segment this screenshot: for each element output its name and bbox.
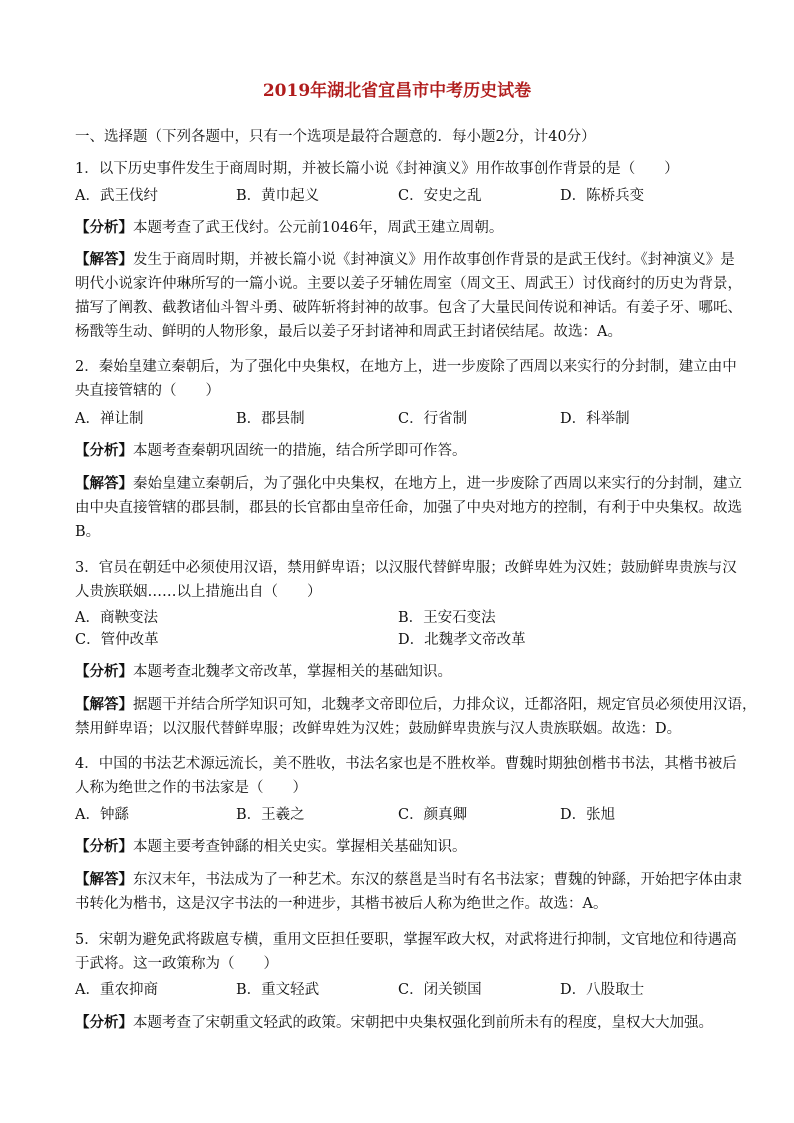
- q3-answer-line2: 禁用鲜卑语；以汉服代替鲜卑服；改鲜卑姓为汉姓；鼓励鲜卑贵族与汉人贵族联姻。故选：D。: [75, 721, 682, 737]
- q2-analysis: [75, 439, 467, 460]
- q1-answer-line4: 杨戬等生动、鲜明的人物形象，最后以姜子牙封诸神和周武王封诸侯结尾。故选：A。: [75, 324, 622, 340]
- q3-option-c[interactable]: C．管仲改革: [75, 632, 159, 648]
- q4-option-b[interactable]: B．王羲之: [236, 807, 305, 823]
- q5-option-c[interactable]: C．闭关锁国: [398, 982, 482, 998]
- q4-answer-line1: [75, 868, 742, 889]
- q4-option-a[interactable]: A．钟繇: [75, 807, 129, 823]
- q2-answer-line3: B。: [75, 524, 101, 540]
- q3-option-d[interactable]: D．北魏孝文帝改革: [398, 632, 526, 648]
- q1-option-c[interactable]: C．安史之乱: [398, 188, 482, 204]
- analysis-tag: 【分析】: [75, 442, 133, 459]
- q1-stem-line1: 1．以下历史事件发生于商周时期，并被长篇小说《封神演义》用作故事创作背景的是（ ）: [75, 161, 679, 177]
- answer-text: 据题干并结合所学知识可知，北魏孝文帝即位后，力排众议，迁都洛阳，规定官员必须使用汉语，: [133, 697, 757, 713]
- analysis-tag: 【分析】: [75, 838, 133, 855]
- answer-tag: 【解答】: [75, 696, 133, 713]
- q5-analysis: [75, 1011, 713, 1032]
- q5-option-b[interactable]: B．重文轻武: [236, 982, 320, 998]
- answer-tag: 【解答】: [75, 871, 133, 888]
- answer-tag: 【解答】: [75, 251, 133, 268]
- q3-option-a[interactable]: A．商鞅变法: [75, 610, 158, 626]
- q2-answer-line1: [75, 472, 742, 493]
- q1-answer-line1: [75, 248, 735, 269]
- q3-stem-line2: 人贵族联姻……以上措施出自（ ）: [75, 584, 322, 600]
- q3-option-b[interactable]: B．王安石变法: [398, 610, 496, 626]
- q3-stem-line1: 3．官员在朝廷中必须使用汉语，禁用鲜卑语；以汉服代替鲜卑服；改鲜卑姓为汉姓；鼓励鲜卑贵族与汉: [75, 560, 737, 576]
- q2-option-a[interactable]: A．禅让制: [75, 411, 144, 427]
- q3-answer-line1: [75, 693, 757, 714]
- analysis-tag: 【分析】: [75, 219, 133, 236]
- q5-option-a[interactable]: A．重农抑商: [75, 982, 158, 998]
- analysis-tag: 【分析】: [75, 663, 133, 680]
- answer-text: 秦始皇建立秦朝后，为了强化中央集权，在地方上，进一步废除了西周以来实行的分封制，建立: [133, 476, 742, 492]
- q4-option-d[interactable]: D．张旭: [560, 807, 616, 823]
- analysis-tag: 【分析】: [75, 1014, 133, 1031]
- q2-option-c[interactable]: C．行省制: [398, 411, 468, 427]
- answer-text: 发生于商周时期，并被长篇小说《封神演义》用作故事创作背景的是武王伐纣。《封神演义》是: [133, 252, 735, 268]
- q1-answer-line2: 明代小说家许仲琳所写的一篇小说。主要以姜子牙辅佐周室（周文王、周武王）讨伐商纣的历史为背景，: [75, 276, 742, 292]
- q1-option-d[interactable]: D．陈桥兵变: [560, 188, 645, 204]
- analysis-text: 本题考查了武王伐纣。公元前1046年，周武王建立周朝。: [133, 220, 504, 236]
- page-title: 2019年湖北省宜昌市中考历史试卷: [262, 81, 532, 101]
- q2-answer-line2: 由中央直接管辖的郡县制，郡县的长官都由皇帝任命，加强了中央对地方的控制，有利于中央集权。故选: [75, 500, 742, 516]
- q5-option-d[interactable]: D．八股取士: [560, 982, 645, 998]
- q4-analysis: [75, 835, 467, 856]
- q2-option-b[interactable]: B．郡县制: [236, 411, 305, 427]
- q5-stem-line1: 5．宋朝为避免武将跋扈专横，重用文臣担任要职，掌握军政大权，对武将进行抑制，文官地位和待遇高: [75, 932, 737, 948]
- answer-text: 东汉末年，书法成为了一种艺术。东汉的蔡邕是当时有名书法家；曹魏的钟繇，开始把字体由隶: [133, 872, 742, 888]
- analysis-text: 本题考查秦朝巩固统一的措施，结合所学即可作答。: [133, 443, 467, 459]
- section-heading: 一、选择题（下列各题中，只有一个选项是最符合题意的．每小题2分，计40分）: [75, 129, 596, 145]
- q2-option-d[interactable]: D．科举制: [560, 411, 630, 427]
- q1-answer-line3: 描写了阐教、截教诸仙斗智斗勇、破阵斩将封神的故事。包含了大量民间传说和神话。有姜子牙、哪吒、: [75, 300, 742, 316]
- q1-analysis: [75, 216, 503, 237]
- analysis-text: 本题考查了宋朝重文轻武的政策。宋朝把中央集权强化到前所未有的程度，皇权大大加强。: [133, 1015, 713, 1031]
- analysis-text: 本题考查北魏孝文帝改革，掌握相关的基础知识。: [133, 664, 452, 680]
- q3-analysis: [75, 660, 452, 681]
- q2-stem-line2: 央直接管辖的（ ）: [75, 383, 220, 399]
- q4-answer-line2: 书转化为楷书，这是汉字书法的一种进步，其楷书被后人称为绝世之作。故选：A。: [75, 896, 608, 912]
- q2-stem-line1: 2．秦始皇建立秦朝后，为了强化中央集权，在地方上，进一步废除了西周以来实行的分封制，建立由中: [75, 359, 737, 375]
- answer-tag: 【解答】: [75, 475, 133, 492]
- analysis-text: 本题主要考查钟繇的相关史实。掌握相关基础知识。: [133, 839, 467, 855]
- q4-stem-line2: 人称为绝世之作的书法家是（ ）: [75, 780, 307, 796]
- q4-stem-line1: 4．中国的书法艺术源远流长，美不胜收，书法名家也是不胜枚举。曹魏时期独创楷书书法，其楷书被后: [75, 756, 737, 772]
- q1-option-b[interactable]: B．黄巾起义: [236, 188, 320, 204]
- q5-stem-line2: 于武将。这一政策称为（ ）: [75, 956, 278, 972]
- q4-option-c[interactable]: C．颜真卿: [398, 807, 468, 823]
- q1-option-a[interactable]: A．武王伐纣: [75, 188, 158, 204]
